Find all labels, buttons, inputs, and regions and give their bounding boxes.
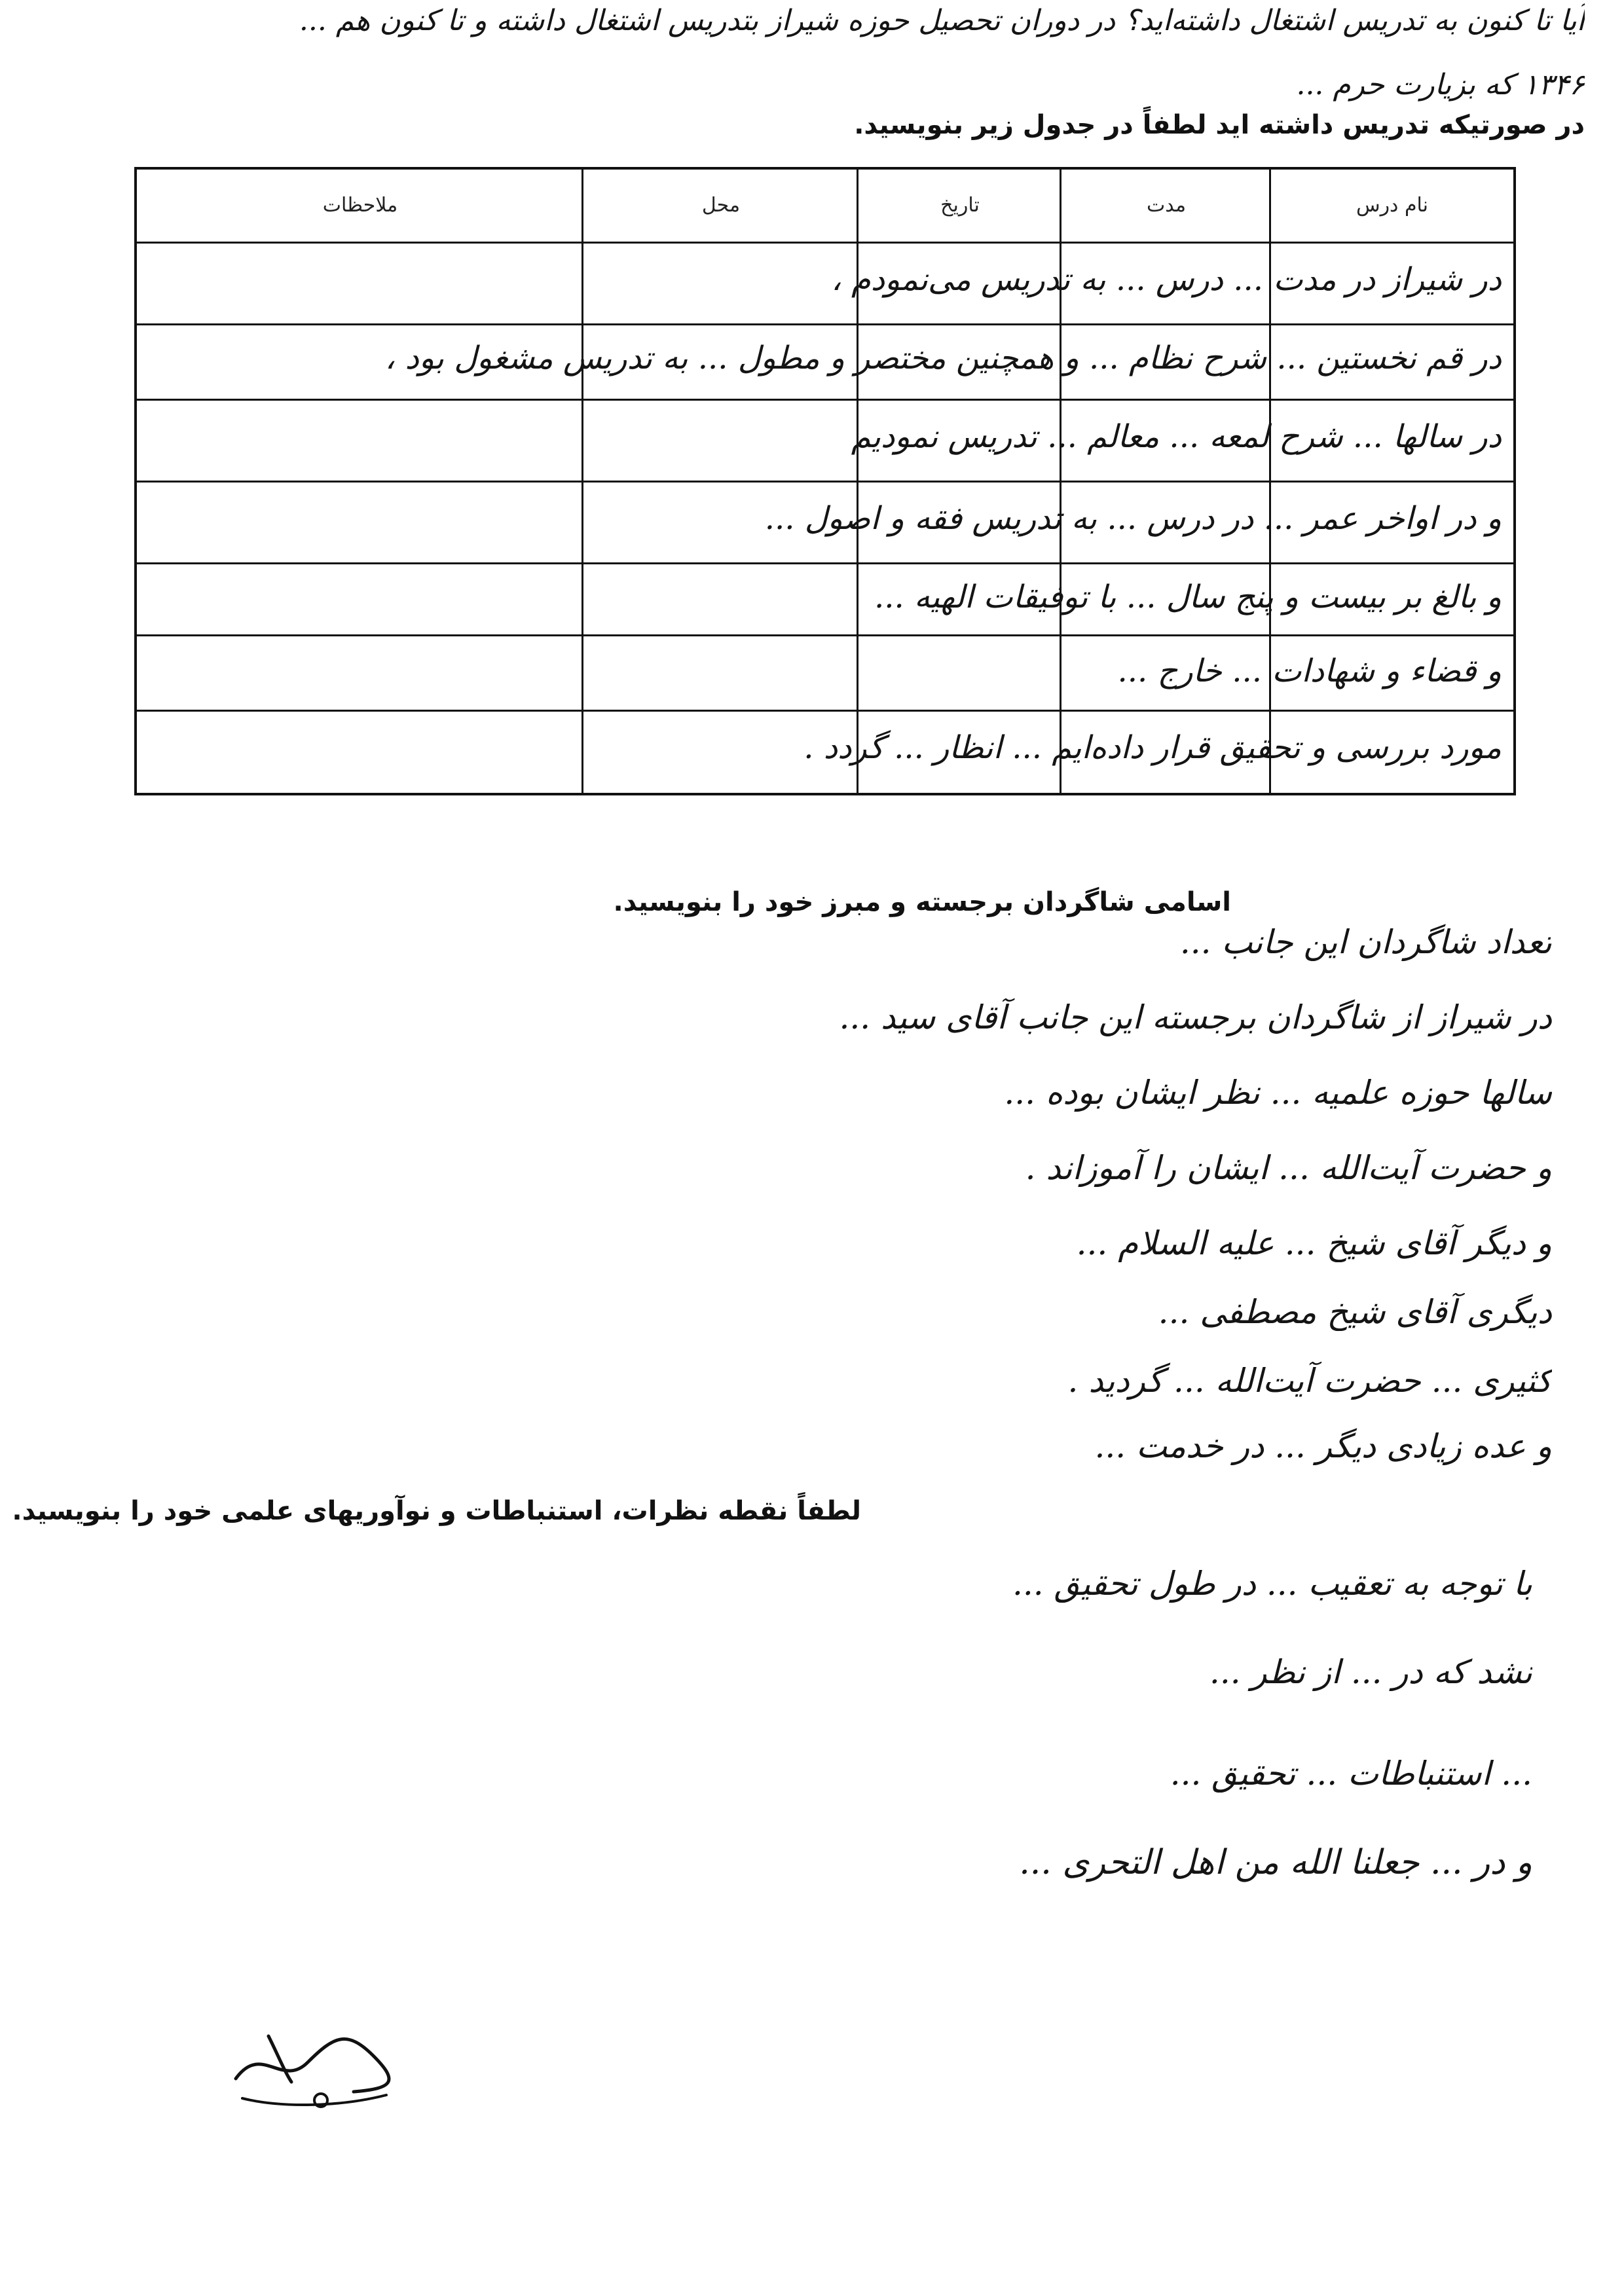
innovations-line: ... استنباطات ... تحقیق ... <box>1170 1755 1532 1793</box>
header-duration: مدت <box>1146 194 1187 217</box>
students-line: و عده زیادی دیگر ... در خدمت ... <box>1094 1427 1552 1465</box>
row-text: در قم نخستین ... شرح نظام ... و همچنین مختصر و مطول ... به تدریس مشغول بود ، <box>384 340 1502 376</box>
students-line: سالها حوزه علمیه ... نظر ایشان بوده ... <box>1004 1074 1552 1112</box>
signature <box>223 2016 406 2115</box>
header-date: تاریخ <box>940 194 980 217</box>
row-text: مورد بررسی و تحقیق قرار داده‌ایم ... انظار ... گردد . <box>803 729 1502 766</box>
table-row <box>137 562 1513 636</box>
header-notes: ملاحظات <box>322 194 398 217</box>
teaching-answer-line: ۱۳۴۶ که بزیارت حرم ... <box>1296 68 1585 101</box>
students-line: تعداد شاگردان این جانب ... <box>1179 923 1552 961</box>
innovations-line: و در ... جعلنا الله من اهل التحری ... <box>1019 1843 1532 1882</box>
row-text: و قضاء و شهادات ... خارج ... <box>1117 653 1502 689</box>
row-text: و در اواخر عمر ... در درس ... به تدریس فقه و اصول ... <box>764 500 1502 537</box>
innovations-line: با توجه به تعقیب ... در طول تحقیق ... <box>1012 1565 1532 1603</box>
table-row <box>137 323 1513 401</box>
innovations-line: نشد که در ... از نظر ... <box>1209 1653 1532 1691</box>
header-course-name: نام درس <box>1356 194 1429 217</box>
table-row <box>137 399 1513 483</box>
table-instruction: در صورتیکه تدریس داشته اید لطفاً در جدول زیر بنویسید. <box>854 110 1585 140</box>
teaching-question-line: آیا تا کنون به تدریس اشتغال داشته‌اید؟ در دوران تحصیل حوزه شیراز بتدریس اشتغال داشته و تا کنون هم ... <box>299 4 1585 37</box>
table-row <box>137 242 1513 325</box>
table-row <box>137 710 1513 793</box>
students-line: در شیراز از شاگردان برجسته این جانب آقای سید ... <box>839 998 1552 1036</box>
table-row <box>137 634 1513 712</box>
students-line: و حضرت آیت‌الله ... ایشان را آموزاند . <box>1025 1149 1552 1187</box>
row-text: در سالها ... شرح لمعه ... معالم ... تدریس نمودیم <box>851 418 1502 455</box>
innovations-section-title: لطفاً نقطه نظرات، استنباطات و نوآوریهای علمی خود را بنویسید. <box>12 1496 861 1526</box>
row-text: در شیراز در مدت ... درس ... به تدریس می‌نمودم ، <box>831 261 1502 298</box>
header-place: محل <box>701 194 741 217</box>
table-row <box>137 481 1513 564</box>
row-text: و بالغ بر بیست و پنج سال ... با توفیقات الهیه ... <box>874 579 1502 615</box>
students-line: و دیگر آقای شیخ ... علیه السلام ... <box>1076 1224 1552 1262</box>
teaching-table <box>134 167 1516 795</box>
students-line: کثیری ... حضرت آیت‌الله ... گردید . <box>1067 1362 1552 1400</box>
students-section-title: اسامی شاگردان برجسته و مبرز خود را بنویسید. <box>613 887 1231 917</box>
students-line: دیگری آقای شیخ مصطفی ... <box>1158 1293 1552 1331</box>
